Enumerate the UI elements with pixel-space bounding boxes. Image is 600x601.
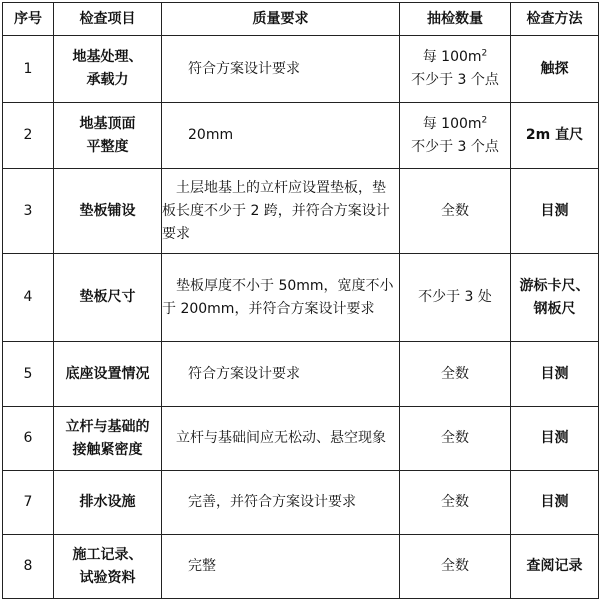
sample-quantity: 全数 <box>400 342 511 407</box>
row-number: 1 <box>3 36 54 103</box>
quality-requirement: 符合方案设计要求 <box>162 342 400 407</box>
quality-requirement: 完整 <box>162 535 400 599</box>
row-number: 3 <box>3 169 54 254</box>
check-item <box>54 535 162 599</box>
table-row <box>3 407 599 471</box>
header-quantity: 抽检数量 <box>400 3 511 36</box>
quantity-prefix: 每 100m <box>422 49 482 65</box>
sample-quantity-line: 不少于 3 个点 <box>411 72 499 88</box>
check-method-line: 2m 直尺 <box>525 127 584 143</box>
check-method <box>511 254 599 342</box>
row-number: 8 <box>3 535 54 599</box>
check-item <box>54 407 162 471</box>
check-item <box>54 342 162 407</box>
quantity-superscript: 2 <box>481 114 488 125</box>
check-method <box>511 36 599 103</box>
check-item-line: 平整度 <box>86 138 129 155</box>
quantity-prefix: 每 100m <box>422 115 482 132</box>
header-method: 检查方法 <box>511 3 599 36</box>
header-no: 序号 <box>3 3 54 36</box>
quality-requirement: 20mm <box>162 103 400 169</box>
sample-quantity: 全数 <box>400 169 511 254</box>
header-row <box>3 3 599 36</box>
sample-quantity: 全数 <box>400 407 511 471</box>
check-method <box>511 407 599 471</box>
quality-requirement: 完善，并符合方案设计要求 <box>162 471 400 535</box>
check-item-line: 立杆与基础的 <box>65 418 150 435</box>
table-row <box>3 36 599 103</box>
table-row <box>3 254 599 342</box>
quality-requirement: 立杆与基础间应无松动、悬空现象 <box>162 407 400 471</box>
table-row <box>3 342 599 407</box>
check-method-line: 游标卡尺、 <box>519 277 590 294</box>
check-method <box>511 535 599 599</box>
table-row <box>3 471 599 535</box>
check-item <box>54 254 162 342</box>
table-row <box>3 103 599 169</box>
check-method <box>511 103 599 169</box>
check-method-line: 目测 <box>540 365 569 382</box>
sample-quantity-line <box>400 113 510 136</box>
check-item-line: 地基处理、 <box>72 49 143 65</box>
sample-quantity <box>400 103 511 169</box>
quantity-superscript: 2 <box>481 48 488 59</box>
check-item-line: 底座设置情况 <box>65 365 150 382</box>
quality-requirement: 符合方案设计要求 <box>162 36 400 103</box>
row-number: 6 <box>3 407 54 471</box>
check-item <box>54 103 162 169</box>
check-method-line: 目测 <box>540 202 569 219</box>
check-item <box>54 471 162 535</box>
inspection-table <box>2 2 599 599</box>
check-method-line: 触探 <box>540 60 569 77</box>
check-method-line: 目测 <box>540 430 569 446</box>
check-item-line: 试验资料 <box>79 569 136 586</box>
check-method-line: 查阅记录 <box>526 558 583 574</box>
quality-requirement: 土层地基上的立杆应设置垫板，垫板长度不少于 2 跨，并符合方案设计要求 <box>162 169 400 254</box>
sample-quantity-line <box>400 46 510 69</box>
sample-quantity-line: 不少于 3 个点 <box>411 138 499 155</box>
check-item-line: 施工记录、 <box>72 546 143 563</box>
check-item-line: 承载力 <box>86 72 129 88</box>
check-method <box>511 342 599 407</box>
sample-quantity <box>400 36 511 103</box>
check-item-line: 地基顶面 <box>79 115 136 132</box>
check-method-line: 目测 <box>540 494 569 510</box>
table-row <box>3 535 599 599</box>
row-number: 4 <box>3 254 54 342</box>
header-requirement: 质量要求 <box>162 3 400 36</box>
sample-quantity: 全数 <box>400 471 511 535</box>
check-method <box>511 169 599 254</box>
sample-quantity: 不少于 3 处 <box>400 254 511 342</box>
sample-quantity: 全数 <box>400 535 511 599</box>
check-item-line: 垫板铺设 <box>79 202 136 219</box>
check-item <box>54 169 162 254</box>
check-item <box>54 36 162 103</box>
check-item-line: 垫板尺寸 <box>79 289 136 305</box>
header-item: 检查项目 <box>54 3 162 36</box>
table-row <box>3 169 599 254</box>
quality-requirement: 垫板厚度不小于 50mm，宽度不小于 200mm，并符合方案设计要求 <box>162 254 400 342</box>
row-number: 5 <box>3 342 54 407</box>
row-number: 7 <box>3 471 54 535</box>
row-number: 2 <box>3 103 54 169</box>
check-method <box>511 471 599 535</box>
check-item-line: 接触紧密度 <box>72 441 143 458</box>
check-method-line: 钢板尺 <box>533 300 576 317</box>
check-item-line: 排水设施 <box>79 494 136 510</box>
